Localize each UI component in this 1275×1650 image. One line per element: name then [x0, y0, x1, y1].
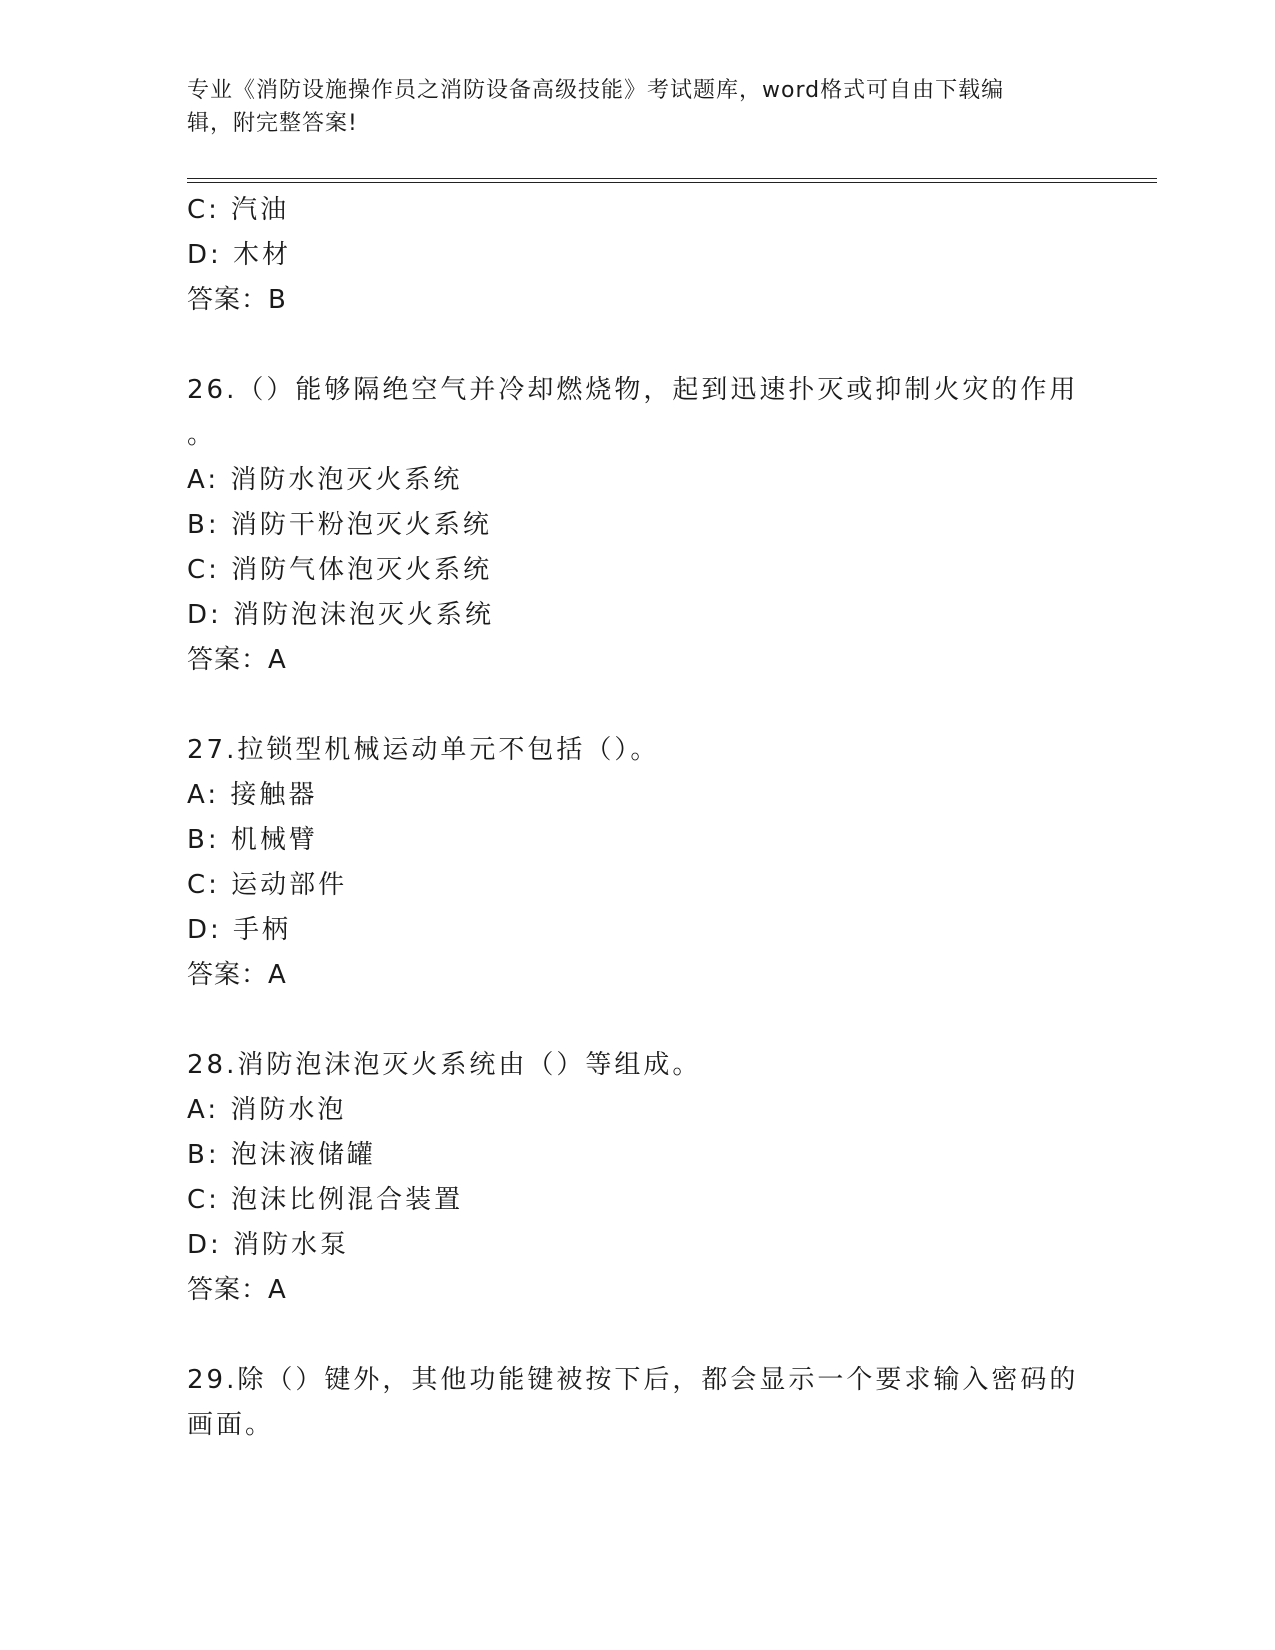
question-28: 28.消防泡沫泡灭火系统由（）等组成。: [187, 1050, 702, 1080]
option-a: A: 消防水泡: [187, 1095, 347, 1125]
document-header: [187, 74, 1087, 140]
question-29: 29.除（）键外，其他功能键被按下后，都会显示一个要求输入密码的: [187, 1365, 1079, 1395]
option-c: C: 运动部件: [187, 870, 348, 900]
answer: 答案：A: [187, 645, 287, 675]
option-d: D: 手柄: [187, 915, 292, 945]
option-b: B: 机械臂: [187, 825, 318, 855]
option-b: B: 泡沫液储罐: [187, 1140, 376, 1170]
header-divider-bottom: [187, 182, 1157, 183]
question-26: 26.（）能够隔绝空气并冷却燃烧物，起到迅速扑灭或抑制火灾的作用: [187, 375, 1079, 405]
option-d: D: 木材: [187, 240, 292, 270]
header-line-1: 专业《消防设施操作员之消防设备高级技能》考试题库，word格式可自由下载编: [187, 78, 1005, 103]
question-26-continued: 。: [187, 420, 217, 450]
header-line-2: 辑，附完整答案!: [187, 111, 358, 136]
option-c: C: 泡沫比例混合装置: [187, 1185, 464, 1215]
option-a: A: 消防水泡灭火系统: [187, 465, 463, 495]
option-d: D: 消防泡沫泡灭火系统: [187, 600, 495, 630]
option-a: A: 接触器: [187, 780, 318, 810]
option-c: C: 汽油: [187, 195, 290, 225]
header-divider-top: [187, 178, 1157, 179]
option-c: C: 消防气体泡灭火系统: [187, 555, 493, 585]
answer: 答案：A: [187, 960, 287, 990]
question-29-continued: 画面。: [187, 1410, 275, 1440]
answer: 答案：A: [187, 1275, 287, 1305]
answer: 答案：B: [187, 285, 287, 315]
question-27: 27.拉锁型机械运动单元不包括（）。: [187, 735, 660, 765]
option-b: B: 消防干粉泡灭火系统: [187, 510, 492, 540]
option-d: D: 消防水泵: [187, 1230, 350, 1260]
